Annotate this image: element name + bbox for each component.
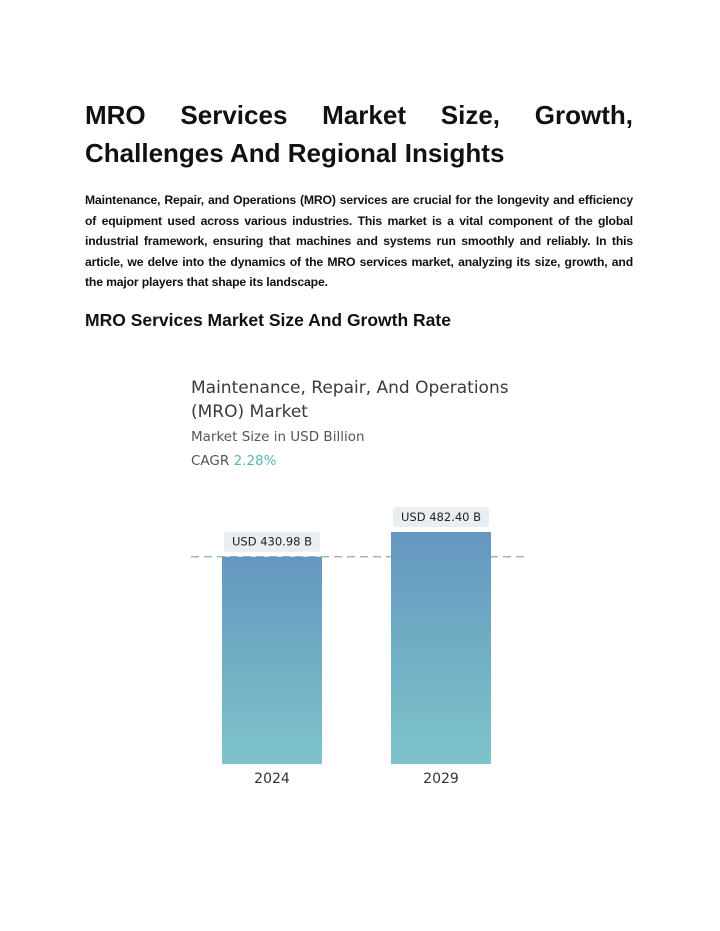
cagr-label: CAGR [191,453,230,469]
market-chart-figure [172,364,547,804]
bar-2029 [391,532,491,764]
bar-2024 [222,557,322,764]
x-tick-2024: 2024 [254,771,290,787]
cagr-value: 2.28% [233,453,277,469]
chart-subtitle: Market Size in USD Billion [191,429,365,445]
data-label-2029: USD 482.40 B [400,510,482,524]
section-heading: MRO Services Market Size And Growth Rate [85,310,451,330]
intro-paragraph: Maintenance, Repair, and Operations (MRO) services are crucial for the longevity and efficiency of equipment used across various industries. This market is a vital component of the global industrial framework, ensuring that machines and systems run smoothly and reliably. In this article, we delve into the dynamics of the MRO services market, analyzing its size, growth, and the major players that shape its landscape. [85,193,633,289]
bar-chart [172,364,547,804]
chart-title: Maintenance, Repair, And Operations (MRO) Market [191,378,509,422]
document-title: MRO Services Market Size, Growth, Challenges And Regional Insights [85,100,633,168]
data-label-2024: USD 430.98 B [231,534,313,549]
x-tick-2029: 2029 [423,771,459,787]
